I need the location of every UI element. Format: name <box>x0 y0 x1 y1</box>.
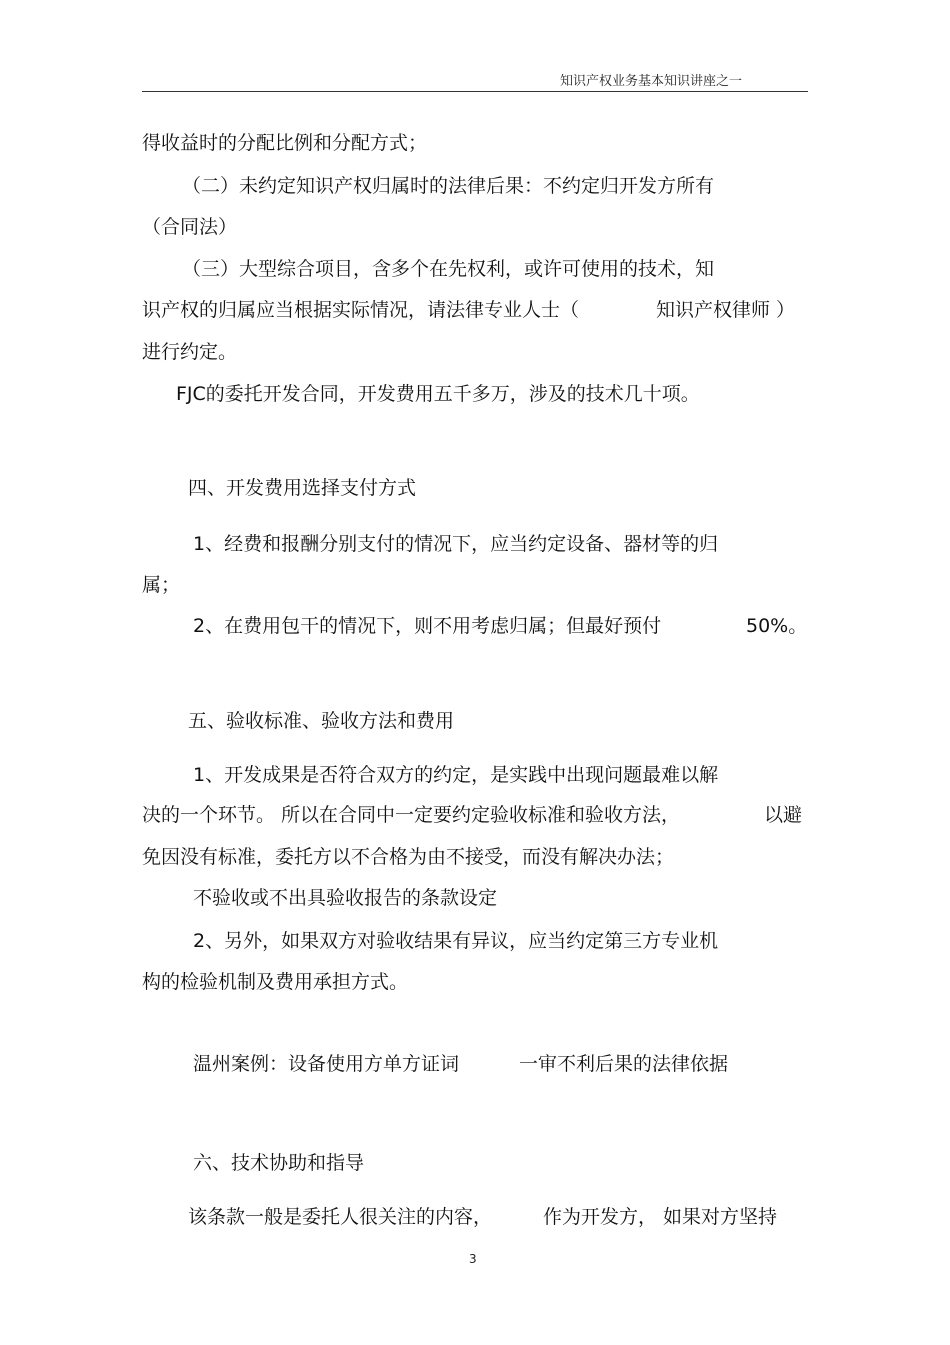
body-line: 50%。 <box>746 615 808 637</box>
body-line: 构的检验机制及费用承担方式。 <box>142 971 409 993</box>
body-line: 免因没有标准，委托方以不合格为由不接受，而没有解决办法； <box>142 846 675 868</box>
body-line: （二）未约定知识产权归属时的法律后果：不约定归开发方所有 <box>182 175 715 197</box>
body-line: 以避 <box>764 804 803 826</box>
body-line: （三）大型综合项目，含多个在先权利，或许可使用的技术，知 <box>182 258 715 280</box>
body-line: 知识产权律师 ） <box>656 299 796 321</box>
body-line: 得收益时的分配比例和分配方式； <box>142 132 428 154</box>
body-line: 不验收或不出具验收报告的条款设定 <box>193 887 498 909</box>
body-line: 决的一个环节。 所以在合同中一定要约定验收标准和验收方法， <box>142 804 681 826</box>
body-line: 1、开发成果是否符合双方的约定，是实践中出现问题最难以解 <box>193 764 719 786</box>
body-line: FJC的委托开发合同，开发费用五千多万，涉及的技术几十项。 <box>176 383 700 405</box>
body-line: 一审不利后果的法律依据 <box>519 1053 729 1075</box>
body-line: 温州案例：设备使用方单方证词 <box>193 1053 460 1075</box>
body-line: 该条款一般是委托人很关注的内容， <box>188 1206 493 1228</box>
body-line: 作为开发方， 如果对方坚持 <box>543 1206 778 1228</box>
body-line: 2、在费用包干的情况下，则不用考虑归属；但最好预付 <box>193 615 662 637</box>
header-title: 知识产权业务基本知识讲座之一 <box>560 74 743 89</box>
body-line: 进行约定。 <box>142 341 238 363</box>
section-heading: 四、开发费用选择支付方式 <box>188 477 417 499</box>
header-divider <box>142 91 808 92</box>
body-line: （合同法） <box>142 216 238 238</box>
body-line: 识产权的归属应当根据实际情况，请法律专业人士（ <box>142 299 580 321</box>
body-line: 属； <box>142 574 181 596</box>
body-line: 1、经费和报酬分别支付的情况下，应当约定设备、器材等的归 <box>193 533 719 555</box>
section-heading: 六、技术协助和指导 <box>193 1152 365 1174</box>
body-line: 2、另外，如果双方对验收结果有异议，应当约定第三方专业机 <box>193 930 719 952</box>
section-heading: 五、验收标准、验收方法和费用 <box>188 710 455 732</box>
page-number: 3 <box>469 1252 477 1266</box>
